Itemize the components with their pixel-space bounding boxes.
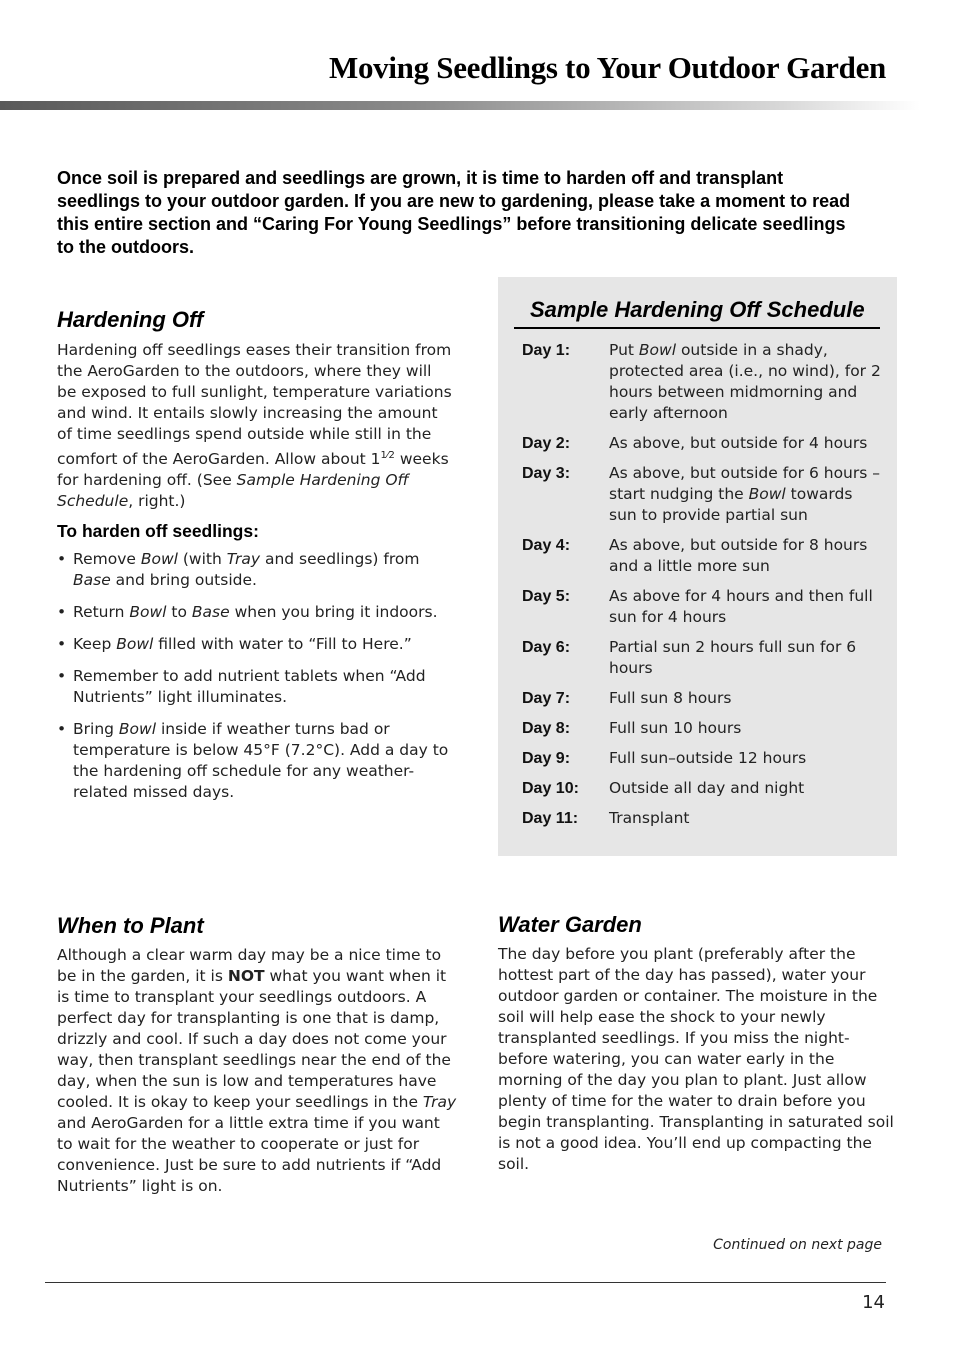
- schedule-desc: Partial sun 2 hours full sun for 6 hours: [609, 638, 857, 677]
- title-rule: [0, 101, 920, 110]
- list-item: • Remove Bowl (with Tray and seedlings) from Base and bring outside.: [57, 550, 420, 589]
- hardening-off-paragraph: Hardening off seedlings eases their transition from the AeroGarden to the outdoors, where they will be exposed to full sunlight, temperature variations and wind. It entails slowly increasing the amount of time seedlings spend outside while still in the comfort of the AeroGarden. Allow about $1^{1⁄2}$ weeks for hardening off. (See Sample Hardening Off Schedule, right.): [57, 341, 452, 511]
- schedule-row: [522, 433, 882, 454]
- schedule-desc: Full sun–outside 12 hours: [609, 749, 807, 767]
- list-item: • Bring Bowl inside if weather turns bad or temperature is below 45°F (7.2°C). Add a day to the hardening off schedule for any weather-related missed days.: [57, 720, 449, 801]
- harden-off-subheading: To harden off seedlings:: [57, 521, 259, 541]
- continued-note: Continued on next page: [713, 1237, 882, 1253]
- schedule-desc: Put Bowl outside in a shady, protected area (i.e., no wind), for 2 hours between midmorning and early afternoon: [609, 341, 881, 422]
- schedule-day: Day 7:: [522, 690, 571, 707]
- water-garden-paragraph: The day before you plant (preferably after the hottest part of the day has passed), water your outdoor garden or container. The moisture in the soil will help ease the shock to your newly transplanted seedlings. If you miss the night-before watering, you can water early in the morning of the day you plan to plant. Just allow plenty of time for the water to drain before you begin transplanting. Transplanting in saturated soil is not a good idea. You’ll end up compacting the soil.: [498, 945, 894, 1173]
- schedule-day: Day 1:: [522, 342, 571, 359]
- schedule-reference: Sample Hardening Off Schedule: [57, 471, 409, 511]
- schedule-desc: As above, but outside for 6 hours – start nudging the Bowl towards sun to provide partial sun: [609, 464, 881, 524]
- fraction-half: 1⁄2: [380, 450, 395, 461]
- intro-paragraph: Once soil is prepared and seedlings are grown, it is time to harden off and transplant seedlings to your outdoor garden. If you are new to gardening, please take a moment to read this entire section and “Caring For Young Seedlings” before transitioning delicate seedlings to the outdoors.: [57, 168, 851, 257]
- list-item: • Keep Bowl filled with water to “Fill to Here.”: [57, 635, 412, 653]
- schedule-row: [522, 340, 882, 424]
- water-garden-heading: Water Garden: [498, 912, 642, 937]
- page-number: 14: [862, 1292, 885, 1313]
- schedule-row: [522, 463, 882, 526]
- schedule-row: [522, 808, 882, 829]
- page-title: Moving Seedlings to Your Outdoor Garden: [329, 50, 886, 85]
- when-to-plant-heading: When to Plant: [57, 913, 204, 938]
- schedule-desc: Full sun 8 hours: [609, 689, 732, 707]
- schedule-row: [522, 586, 882, 628]
- schedule-desc: Full sun 10 hours: [609, 719, 742, 737]
- schedule-day: Day 9:: [522, 750, 571, 767]
- schedule-day: Day 5:: [522, 588, 571, 605]
- schedule-desc: As above for 4 hours and then full sun for 4 hours: [609, 587, 873, 626]
- schedule-row: [522, 718, 882, 739]
- footer-rule: [45, 1282, 886, 1283]
- schedule-day: Day 6:: [522, 639, 571, 656]
- schedule-desc: As above, but outside for 4 hours: [609, 434, 868, 452]
- schedule-row: [522, 637, 882, 679]
- when-to-plant-paragraph: Although a clear warm day may be a nice time to be in the garden, it is NOT what you want when it is time to transplant your seedlings outdoors. A perfect day for transplanting is one that is damp, drizzly and cool. If such a day does not come your way, then transplant seedlings near the end of the day, when the sun is low and temperatures have cooled. It is okay to keep your seedlings in the Tray and AeroGarden for a little extra time if you want to wait for the weather to cooperate or just for convenience. Just be sure to add nutrients if “Add Nutrients” light is on.: [57, 946, 457, 1195]
- schedule-day: Day 10:: [522, 780, 579, 797]
- schedule-day: Day 11:: [522, 810, 579, 827]
- schedule-row: [522, 535, 882, 577]
- schedule-day: Day 3:: [522, 465, 571, 482]
- schedule-desc: Outside all day and night: [609, 779, 805, 797]
- schedule-day: Day 8:: [522, 720, 571, 737]
- list-item: • Remember to add nutrient tablets when “Add Nutrients” light illuminates.: [57, 667, 426, 706]
- schedule-row: [522, 688, 882, 709]
- schedule-title: Sample Hardening Off Schedule: [514, 297, 880, 329]
- schedule-row: [522, 778, 882, 799]
- hardening-off-heading: Hardening Off: [57, 307, 204, 332]
- schedule-box: [498, 277, 897, 856]
- schedule-day: Day 2:: [522, 435, 571, 452]
- harden-off-list: [57, 549, 457, 814]
- list-item: • Return Bowl to Base when you bring it indoors.: [57, 603, 438, 621]
- schedule-row: [522, 748, 882, 769]
- schedule-desc: As above, but outside for 8 hours and a little more sun: [609, 536, 868, 575]
- schedule-day: Day 4:: [522, 537, 571, 554]
- schedule-table: [522, 340, 882, 838]
- schedule-desc: Transplant: [609, 809, 690, 827]
